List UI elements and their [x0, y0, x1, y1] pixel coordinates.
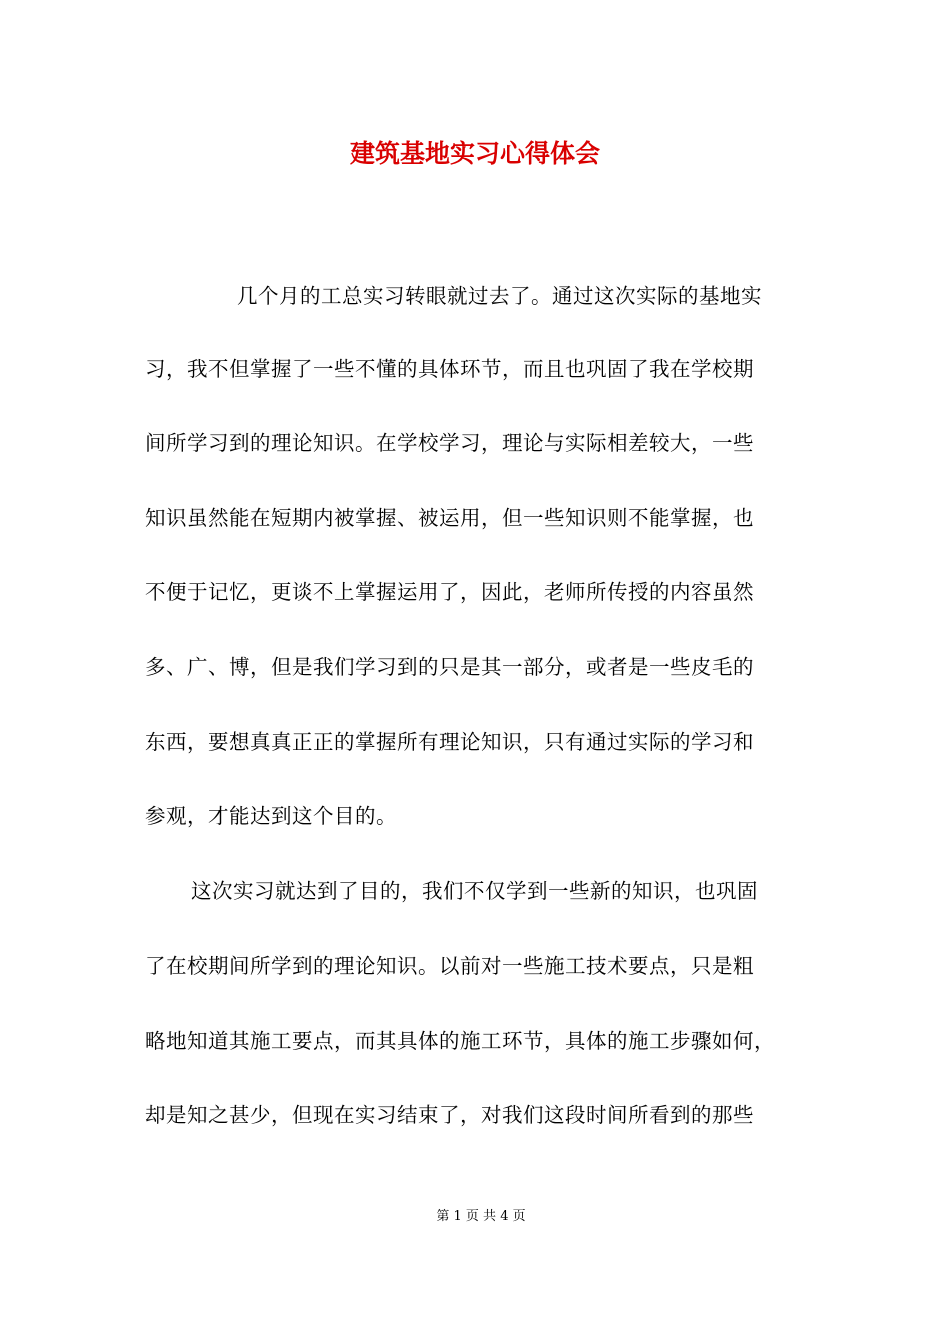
paragraph-1-line-7: 东西，要想真真正正的掌握所有理论知识，只有通过实际的学习和 — [145, 730, 754, 754]
paragraph-1-line-3: 间所学习到的理论知识。在学校学习，理论与实际相差较大，一些 — [145, 431, 754, 455]
paragraph-2-line-3: 略地知道其施工要点，而其具体的施工环节，具体的施工步骤如何， — [145, 1029, 775, 1053]
page-number-footer: 第 1 页 共 4 页 — [436, 1209, 526, 1224]
paragraph-1-line-1: 几个月的工总实习转眼就过去了。通过这次实际的基地实 — [237, 284, 762, 308]
paragraph-2-line-2: 了在校期间所学到的理论知识。以前对一些施工技术要点，只是粗 — [145, 954, 754, 978]
paragraph-1-line-8: 参观，才能达到这个目的。 — [145, 804, 397, 828]
paragraph-1-line-2: 习，我不但掌握了一些不懂的具体环节，而且也巩固了我在学校期 — [145, 357, 754, 381]
paragraph-2-line-1: 这次实习就达到了目的，我们不仅学到一些新的知识，也巩固 — [191, 879, 758, 903]
paragraph-1-line-4: 知识虽然能在短期内被掌握、被运用，但一些知识则不能掌握，也 — [145, 506, 754, 530]
paragraph-1-line-5: 不便于记忆，更谈不上掌握运用了，因此，老师所传授的内容虽然 — [145, 580, 754, 604]
paragraph-1-line-6: 多、广、博，但是我们学习到的只是其一部分，或者是一些皮毛的 — [145, 655, 754, 679]
paragraph-2-line-4: 却是知之甚少，但现在实习结束了，对我们这段时间所看到的那些 — [145, 1103, 754, 1127]
document-title: 建筑基地实习心得体会 — [349, 139, 600, 168]
